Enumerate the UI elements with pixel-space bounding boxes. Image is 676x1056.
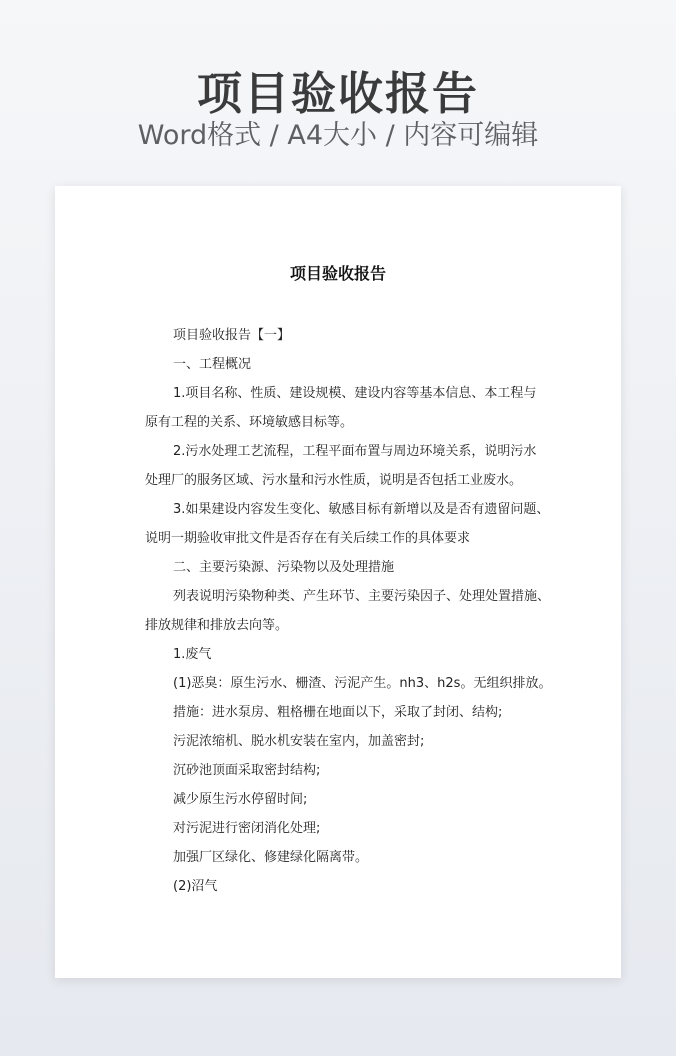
document-line: 说明一期验收审批文件是否存在有关后续工作的具体要求: [145, 531, 471, 546]
document-line: 污泥浓缩机、脱水机安装在室内，加盖密封;: [173, 734, 425, 749]
document-line: 项目验收报告【一】: [173, 328, 291, 343]
document-body: [145, 321, 552, 901]
header-banner: [0, 0, 676, 170]
section-heading: 一、工程概况: [173, 357, 252, 372]
section-heading: 二、主要污染源、污染物以及处理措施: [173, 560, 395, 575]
banner-subtitle: Word格式 / A4大小 / 内容可编辑: [137, 120, 539, 151]
banner-title: 项目验收报告: [196, 67, 479, 120]
document-line: 1.项目名称、性质、建设规模、建设内容等基本信息、本工程与: [173, 386, 537, 401]
document-line: (2)沼气: [173, 879, 218, 894]
subsection-heading: 1.废气: [173, 647, 212, 662]
document-line: 3.如果建设内容发生变化、敏感目标有新增以及是否有遗留问题、: [173, 502, 550, 517]
document-line: 沉砂池顶面采取密封结构;: [173, 763, 321, 778]
document-title: 项目验收报告: [289, 264, 386, 283]
document-line: 原有工程的关系、环境敏感目标等。: [145, 415, 354, 430]
document-line: 加强厂区绿化、修建绿化隔离带。: [173, 850, 369, 865]
document-line: 减少原生污水停留时间;: [173, 792, 308, 807]
document-page-preview: [55, 186, 621, 978]
document-line: 处理厂的服务区域、污水量和污水性质，说明是否包括工业废水。: [145, 473, 523, 488]
document-line: 措施：进水泵房、粗格栅在地面以下，采取了封闭、结构;: [173, 705, 503, 720]
document-line: 排放规律和排放去向等。: [145, 618, 289, 633]
document-line: 2.污水处理工艺流程，工程平面布置与周边环境关系，说明污水: [173, 444, 537, 459]
document-line: (1)恶臭：原生污水、栅渣、污泥产生。nh3、h2s。无组织排放。: [173, 676, 552, 691]
document-line: 对污泥进行密闭消化处理;: [173, 821, 321, 836]
document-line: 列表说明污染物种类、产生环节、主要污染因子、处理处置措施、: [173, 589, 551, 604]
